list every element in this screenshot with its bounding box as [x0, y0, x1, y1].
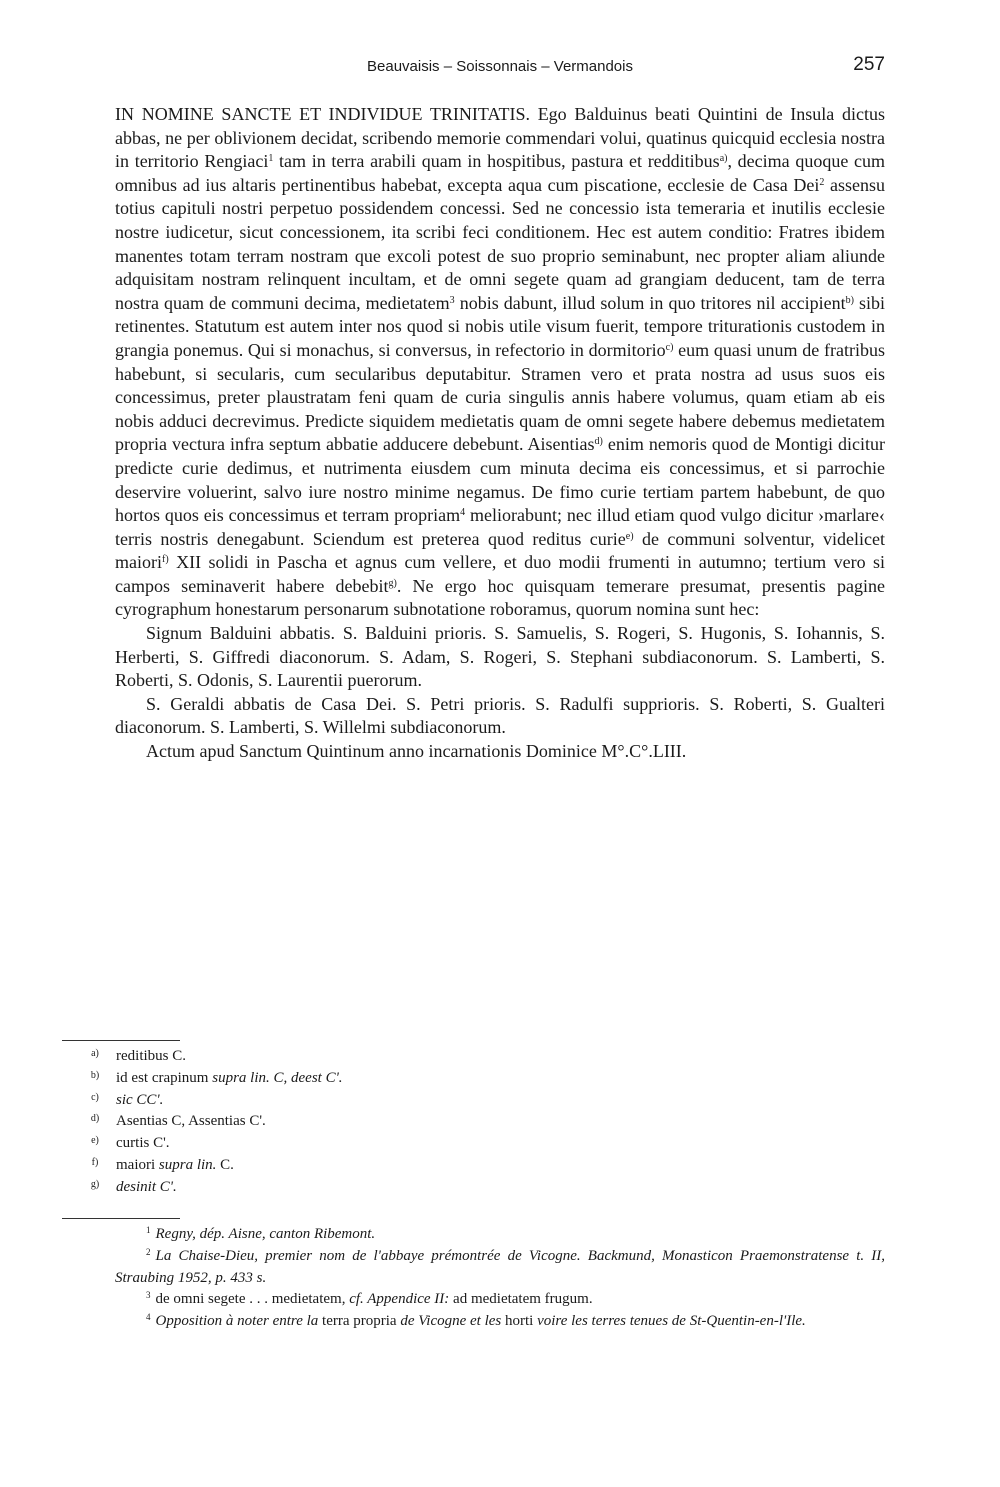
- note-ref: 2: [819, 176, 825, 188]
- note-mark: f): [91, 1156, 99, 1168]
- apparatus-note: [80, 1155, 885, 1177]
- note-mark: 4: [146, 1312, 151, 1323]
- footnote: [115, 1311, 885, 1333]
- text-run: , decima quoque cum omnibus ad ius altaris pertinentibus habebat, excepta aqua cum piscatione, ecclesie de Casa Dei: [115, 151, 885, 195]
- apparatus-note: [80, 1068, 885, 1090]
- note-text: de omni segete . . . medietatem,: [155, 1291, 350, 1308]
- note-mark: 3: [146, 1290, 151, 1301]
- text-run: nobis dabunt, illud solum in quo tritores nil accipient: [454, 292, 846, 313]
- note-text-italic: Opposition à noter entre la: [155, 1313, 319, 1330]
- note-ref: a): [719, 153, 728, 165]
- apparatus-note: [80, 1177, 885, 1199]
- note-text: Asentias C, Assentias C'.: [116, 1113, 266, 1130]
- text-run: IN NOMINE SANCTE ET INDIVIDUE TRINITATIS. Ego Balduinus beati Quintini de Insula dictus abbas, ne per oblivionem decidat, scribendo memorie commendari volui, quatinus quicquid ecclesia nostra in territorio Rengiaci: [115, 104, 885, 172]
- apparatus-note: [80, 1090, 885, 1112]
- charter-text: [115, 103, 885, 764]
- footnote: [115, 1224, 885, 1246]
- note-mark: 2: [146, 1246, 151, 1257]
- note-ref: f): [162, 554, 169, 566]
- note-mark: b): [90, 1069, 100, 1081]
- note-text: ad medietatem frugum.: [449, 1291, 593, 1308]
- note-mark: 1: [146, 1225, 151, 1235]
- note-text-italic: supra lin.: [158, 1156, 217, 1173]
- note-text: horti: [501, 1313, 538, 1330]
- note-ref: g): [388, 577, 397, 589]
- note-ref: 3: [449, 294, 455, 306]
- note-mark: e): [91, 1135, 99, 1147]
- note-text: curtis C'.: [116, 1135, 170, 1152]
- note-text-italic: Regny, dép. Aisne, canton Ribemont.: [155, 1226, 376, 1242]
- apparatus-note: [80, 1046, 885, 1068]
- apparatus-note: [80, 1133, 885, 1155]
- text-run: . Ne ergo hoc quisquam temerare presumat, presentis pagine cyrographum honestarum personarum subnotatione roboramus, quorum nomina sunt hec:: [115, 575, 885, 620]
- note-text-italic: desinit C'.: [116, 1178, 177, 1195]
- text-run: assensu totius capituli nostri perpetuo possidendem concessi. Sed ne concessio ista temeraria et inutilis ecclesie nostre iudicetur, sicut concessionem, ita scribi feci conditionem. Hec est autem conditio: Fratres ibidem manentes totam terram nostram que excoli potest de suo proprio seminabunt, nec propter aliam aliunde adquisitam nostram relinquent incultam, et de omni segete quam ad grangiam deducent, tam de terra nostra quam de communi decima, medietatem: [115, 174, 885, 313]
- dating-clause: Actum apud Sanctum Quintinum anno incarnationis Dominice M°.C°.LIII.: [146, 741, 687, 762]
- running-title: Beauvaisis – Soissonnais – Vermandois: [367, 58, 633, 75]
- footnote-divider: [62, 1218, 180, 1219]
- apparatus-note: [80, 1111, 885, 1133]
- note-ref: c): [665, 341, 674, 353]
- text-run: tam in terra arabili quam in hospitibus, pastura et redditibus: [273, 151, 720, 172]
- note-ref: 1: [268, 153, 274, 165]
- note-text: id est crapinum: [116, 1069, 213, 1086]
- apparatus-divider: [62, 1040, 180, 1041]
- footnote: [115, 1289, 885, 1311]
- note-text-italic: voire les terres tenues de St-Quentin-en-l'Ile.: [537, 1313, 806, 1330]
- note-mark: d): [90, 1113, 100, 1125]
- note-text: C.: [216, 1156, 234, 1173]
- page-number: 257: [853, 54, 885, 75]
- note-text: maiori: [116, 1156, 159, 1173]
- text-run: eum quasi unum de fratribus habebunt, si secularis, cum secularibus deputabitur. Stramen vero et prata nostra ad usus suos eis concessimus, preter plaustratam feni quam de curia singulis annis habere volumus, quam etiam ab eis nobis adduci decrevimus. Predicte siquidem medietatis quam de omni segete habere debemus medietatem propria vectura infra septum abbatie adducere debebunt. Aisentias: [115, 339, 885, 455]
- note-ref: 4: [460, 507, 466, 519]
- footnote: [115, 1246, 885, 1290]
- note-text-italic: supra lin. C, deest C'.: [212, 1069, 343, 1086]
- note-text: terra propria: [318, 1313, 401, 1330]
- running-head: [115, 54, 885, 84]
- text-run: XII solidi in Pascha et agnus cum vellere, et duo modii frumenti in autumno; tertium vero si campos seminaverit habere debebit: [115, 552, 885, 596]
- text-run: de communi solventur, videlicet maiori: [115, 528, 885, 573]
- text-run: meliorabunt; nec illud etiam quod vulgo dicitur ›marlare‹ terris nostris denegabunt. Sciendum est preterea quod reditus curie: [115, 505, 885, 549]
- critical-apparatus: [80, 1046, 885, 1199]
- charter-paragraph-main: [115, 103, 885, 622]
- witness-list-casa-dei: S. Geraldi abbatis de Casa Dei. S. Petri prioris. S. Radulfi supprioris. S. Roberti, S. Gualteri diaconorum. S. Lamberti, S. Willelmi subdiaconorum.: [115, 693, 885, 738]
- note-mark: g): [90, 1178, 100, 1190]
- historical-footnotes: [115, 1224, 885, 1333]
- note-text-italic: sic CC'.: [116, 1091, 164, 1108]
- note-mark: a): [91, 1048, 99, 1059]
- note-text-italic: cf. Appendice II:: [349, 1291, 450, 1308]
- note-ref: b): [845, 294, 854, 306]
- text-run: enim nemoris quod de Montigi dicitur predicte curie dedimus, et nutrimenta eiusdem cum minuta decima eis concessimus, et si parrochie deservire voluerint, salvo iure nostro minime negamus. De fimo curie tertiam partem habebunt, de quo hortos quos eis concessimus et terram propriam: [115, 434, 885, 526]
- text-run: sibi retinentes. Statutum est autem inter nos quod si nobis utile visum fuerit, tempore triturationis custodem in grangia ponemus. Qui si monachus, si conversus, in refectorio in dormitorio: [115, 292, 885, 360]
- note-mark: c): [91, 1091, 99, 1103]
- note-text-italic: La Chaise-Dieu, premier nom de l'abbaye prémontrée de Vicogne. Backmund, Monasticon Praemonstratense t. II, Straubing 1952, p. 433 s.: [115, 1247, 885, 1286]
- note-text-italic: de Vicogne et les: [400, 1313, 502, 1330]
- witness-list-abbey: Signum Balduini abbatis. S. Balduini prioris. S. Samuelis, S. Rogeri, S. Hugonis, S. Iohannis, S. Herberti, S. Giffredi diaconorum. S. Adam, S. Rogeri, S. Stephani subdiaconorum. S. Lamberti, S. Roberti, S. Odonis, S. Laurentii puerorum.: [115, 623, 885, 691]
- note-ref: d): [594, 436, 603, 448]
- note-ref: e): [625, 530, 634, 542]
- note-text: reditibus C.: [116, 1048, 186, 1064]
